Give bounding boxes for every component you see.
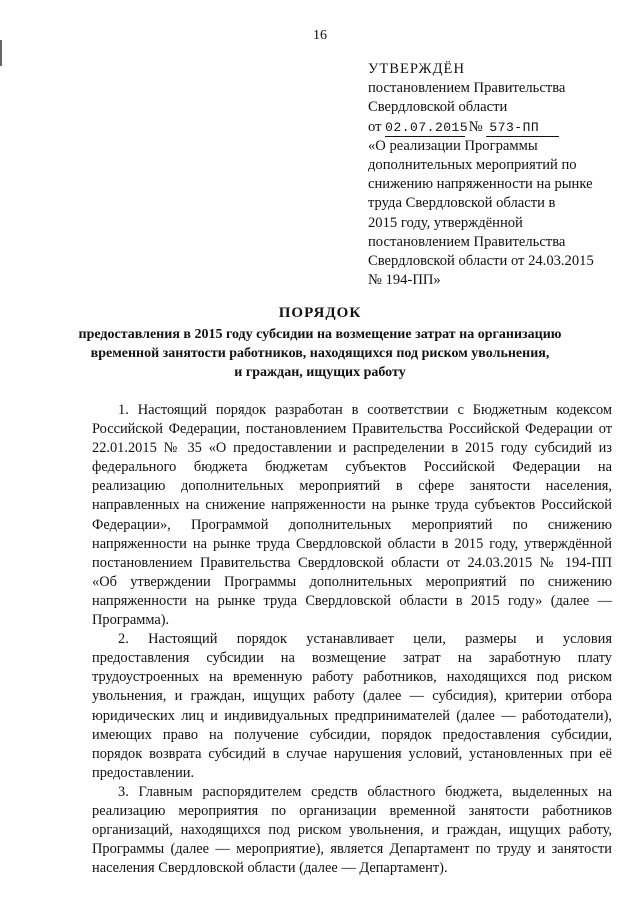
paragraph-line: имеющих право на получение субсидии, порядок предоставления субсидии, [92, 726, 612, 743]
approval-desc-3: снижению напряженности на рынке [368, 176, 593, 193]
paragraph-line: Программы (далее — мероприятие), является Департамент по труду и занятости [92, 841, 612, 858]
paragraph-line: реализацию дополнительных мероприятий в сфере занятости населения, [92, 478, 612, 495]
paragraph-line: напряженности на рынке труда Свердловской области в 2015 году» (далее — [92, 592, 612, 609]
approval-line-1: постановлением Правительства [368, 80, 566, 97]
document-title [20, 303, 620, 382]
paragraph-line: увольнения, и граждан, ищущих работу (далее — субсидия), критерии отбора [92, 688, 612, 705]
approval-desc-7: Свердловской области от 24.03.2015 [368, 253, 594, 270]
paragraph-line: «Об утверждении Программы дополнительных мероприятий по снижению [92, 573, 612, 590]
approval-stamp: УТВЕРЖДЁН [368, 61, 465, 77]
paragraph-line: 1. Настоящий порядок разработан в соответствии с Бюджетным кодексом [118, 402, 612, 418]
paragraph-line: трудоустроенных на временную работу работников, находящихся под риском [92, 669, 612, 686]
paragraph-line: Программа). [92, 612, 170, 629]
approval-date-line [368, 118, 630, 137]
paragraph-line: Федерации», Программой дополнительных мероприятий по снижению [92, 516, 612, 533]
paragraph-line: федерального бюджета бюджетам субъектов Российской Федерации на [92, 459, 612, 476]
number-prefix: № [468, 118, 483, 135]
paragraph-1 [92, 401, 612, 630]
approval-number: 573-ПП [486, 120, 559, 137]
paragraph-line: 3. Главным распорядителем средств областного бюджета, выделенных на [118, 783, 612, 800]
date-prefix: от [368, 118, 382, 135]
paragraph-line: предоставления субсидии на возмещение затрат на заработную плату [92, 650, 612, 667]
paragraph-line: Российской Федерации, постановлением Правительства Российской Федерации от [92, 421, 612, 438]
document-body [92, 401, 612, 878]
approval-desc-2: дополнительных мероприятий по [368, 157, 577, 174]
title-sub-1: предоставления в 2015 году субсидии на возмещение затрат на организацию [78, 327, 562, 342]
approval-date: 02.07.2015 [385, 119, 469, 135]
paragraph-line: порядок возврата субсидий в случае нарушения условий, установленных при её [92, 745, 612, 762]
paragraph-line: 22.01.2015 № 35 «О предоставлении и распределении в 2015 году субсидий из [92, 440, 612, 457]
paragraph-2 [92, 630, 612, 783]
paragraph-line: постановлением Правительства Свердловской области от 24.03.2015 № 194-ПП [92, 554, 612, 571]
approval-desc-5: 2015 году, утверждённой [368, 214, 523, 231]
paragraph-line: направленных на снижение напряженности на рынке труда субъектов Российской [92, 497, 612, 514]
approval-desc-1: «О реализации Программы [368, 137, 538, 154]
title-sub-3: и граждан, ищущих работу [234, 365, 406, 380]
title-heading: ПОРЯДОК [278, 305, 362, 321]
paragraph-line: предоставлении. [92, 764, 195, 781]
paragraph-line: юридических лиц и индивидуальных предпринимателей (далее — работодатели), [92, 707, 612, 724]
paragraph-line: населения Свердловской области (далее — Департамент). [92, 860, 448, 877]
approval-desc-4: труда Свердловской области в [368, 195, 556, 212]
approval-block [368, 60, 630, 290]
approval-desc-8: № 194-ПП» [368, 272, 441, 289]
approval-desc-6: постановлением Правительства [368, 233, 566, 250]
approval-line-2: Свердловской области [368, 99, 508, 116]
paragraph-line: организаций, находящихся под риском увольнения, и граждан, ищущих работу, [92, 822, 612, 839]
paragraph-line: напряженности на рынке труда Свердловской области в 2015 году, утверждённой [92, 535, 612, 552]
paragraph-line: реализацию мероприятия по организации временной занятости работников [92, 802, 612, 819]
paragraph-3 [92, 783, 612, 878]
page-number: 16 [313, 28, 327, 43]
paragraph-line: 2. Настоящий порядок устанавливает цели, размеры и условия [118, 631, 612, 648]
title-sub-2: временной занятости работников, находящихся под риском увольнения, [90, 346, 550, 361]
